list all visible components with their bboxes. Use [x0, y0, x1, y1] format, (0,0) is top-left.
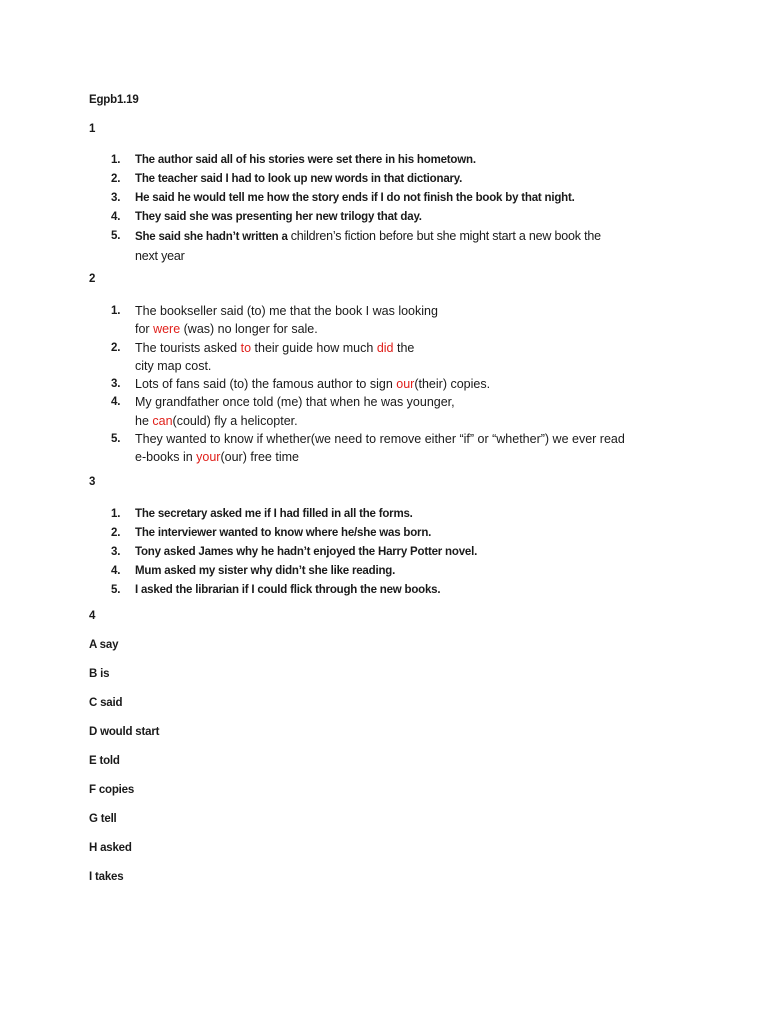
- list-item: 3. Lots of fans said (to) the famous author to sign our(their) copies.: [111, 377, 491, 392]
- list-item: 4. They said she was presenting her new trilogy that day.: [111, 211, 422, 223]
- answer-line: C said: [89, 697, 123, 709]
- section-2-list: [111, 302, 711, 467]
- section-3-list: [111, 505, 711, 600]
- list-item: 1. The bookseller said (to) me that the book I was looking for were (was) no longer for sale.: [111, 304, 438, 337]
- answer-line: H asked: [89, 842, 132, 854]
- answer-line: I takes: [89, 871, 124, 883]
- section-1-label: 1: [89, 123, 96, 135]
- list-item: 4. Mum asked my sister why didn’t she like reading.: [111, 565, 396, 577]
- list-item: 3. Tony asked James why he hadn’t enjoyed the Harry Potter novel.: [111, 546, 478, 558]
- list-item: 1. The secretary asked me if I had filled in all the forms.: [111, 508, 413, 520]
- list-item: 5. They wanted to know if whether(we need to remove either “if” or “whether”) we ever read e-books in your(our) free time: [111, 432, 625, 465]
- section-1-list: [111, 151, 711, 266]
- list-item: 2. The tourists asked to their guide how much did the city map cost.: [111, 340, 415, 373]
- list-item: 2. The teacher said I had to look up new words in that dictionary.: [111, 173, 463, 185]
- section-2-label: 2: [89, 273, 96, 285]
- answer-line: D would start: [89, 726, 160, 738]
- list-item: 3. He said he would tell me how the story ends if I do not finish the book by that night.: [111, 192, 575, 204]
- answer-line: E told: [89, 755, 120, 767]
- list-item: 4. My grandfather once told (me) that when he was younger, he can(could) fly a helicopter.: [111, 395, 455, 428]
- answer-line: A say: [89, 639, 119, 651]
- answer-line: F copies: [89, 784, 135, 796]
- list-item: 5. She said she hadn’t written a children’s fiction before but she might start a new book the next year: [111, 229, 601, 263]
- list-item: 2. The interviewer wanted to know where he/she was born.: [111, 527, 432, 539]
- section-3-label: 3: [89, 476, 96, 488]
- answer-line: B is: [89, 668, 110, 680]
- list-item: 5. I asked the librarian if I could flick through the new books.: [111, 584, 441, 596]
- section-4-label: 4: [89, 610, 96, 622]
- document-title: Egpb1.19: [89, 94, 139, 106]
- answer-line: G tell: [89, 813, 117, 825]
- list-item: 1. The author said all of his stories were set there in his hometown.: [111, 154, 476, 166]
